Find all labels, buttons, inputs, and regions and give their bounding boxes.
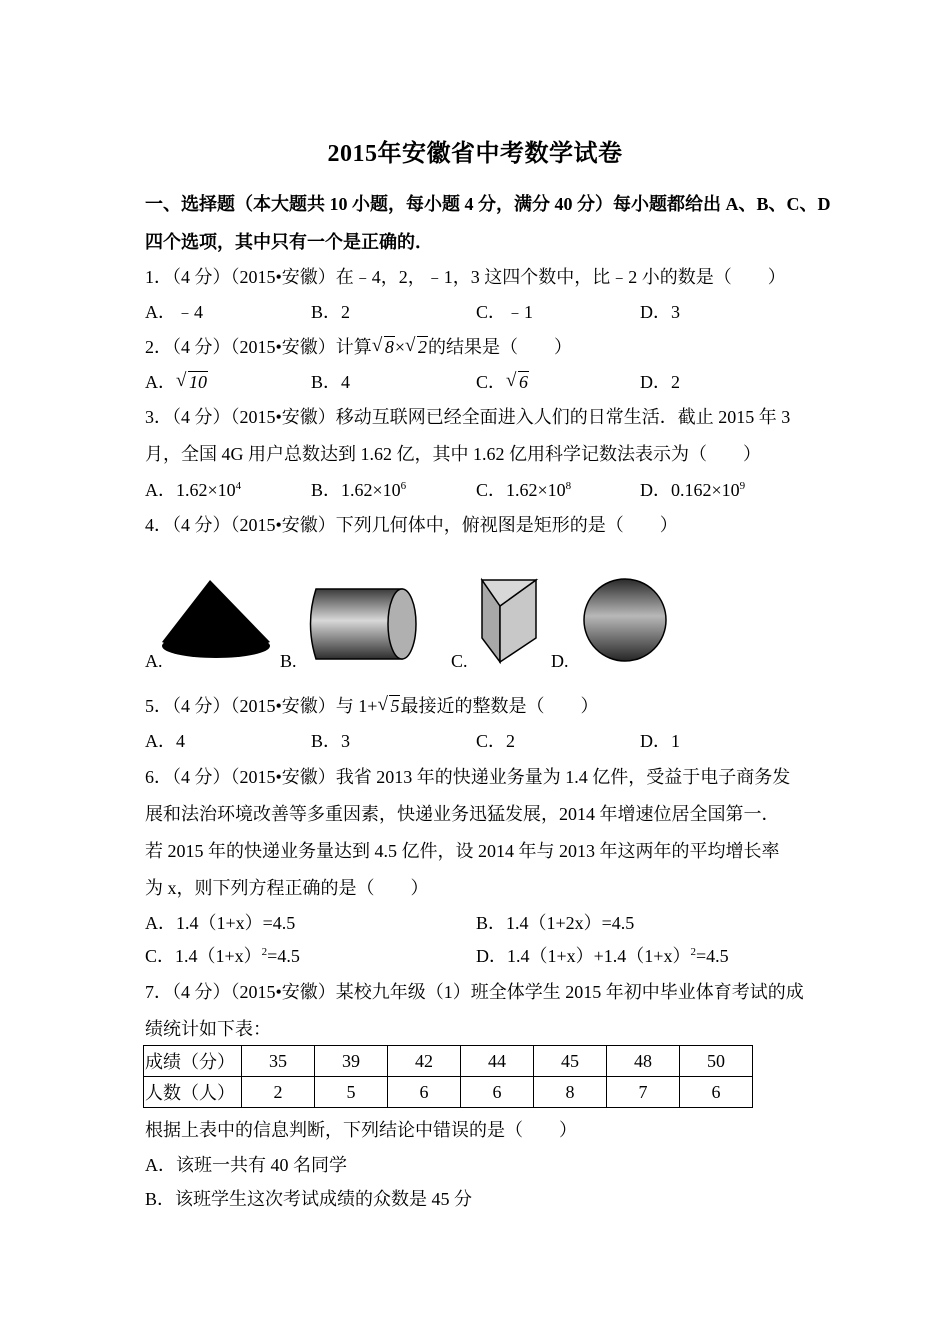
q3-stem-line1: 3．（4 分）（2015•安徽）移动互联网已经全面进入人们的日常生活．截止 2015 年 3 (145, 407, 791, 427)
q2-option-a: A．√ 10 (145, 368, 208, 394)
sqrt-10: √ 10 (177, 372, 208, 393)
table-cell: 45 (534, 1046, 607, 1077)
q4-option-b: B. (280, 651, 297, 671)
sqrt-6: √ 6 (507, 372, 529, 393)
table-cell: 48 (607, 1046, 680, 1077)
table-cell: 2 (242, 1077, 315, 1108)
q2-option-c: C．√ 6 (476, 368, 529, 394)
section-header-line2: 四个选项，其中只有一个是正确的． (145, 232, 433, 252)
sqrt-5: √ 5 (378, 696, 400, 717)
table-cell: 8 (534, 1077, 607, 1108)
q2-stem-pre: 2．（4 分）（2015•安徽）计算 (145, 337, 372, 357)
q4-option-d: D. (551, 651, 569, 671)
q7-option-a: A．该班一共有 40 名同学 (145, 1155, 347, 1175)
sqrt-2: √ 2 (406, 337, 428, 358)
table-cell: 39 (315, 1046, 388, 1077)
sqrt-8: √ 8 (373, 337, 395, 358)
q6-stem-line4: 为 x，则下列方程正确的是（ ） (145, 878, 429, 898)
q3-option-c: C．$1.62\times 10^8$ (476, 480, 572, 500)
q4-stem: 4．（4 分）（2015•安徽）下列几何体中，俯视图是矩形的是（ ） (145, 515, 678, 535)
q5-option-c: C．2 (476, 731, 516, 751)
score-table (143, 1045, 753, 1108)
q6-stem-line3: 若 2015 年的快递业务量达到 4.5 亿件，设 2014 年与 2013 年这两年的平均增长率 (145, 841, 780, 861)
q7-stem-line1: 7．（4 分）（2015•安徽）某校九年级（1）班全体学生 2015 年初中毕业体育考试的成 (145, 982, 804, 1002)
times-sign: × (394, 337, 405, 357)
q6-option-a: A．1.4（1+x）=4.5 (145, 913, 296, 933)
table-cell: 5 (315, 1077, 388, 1108)
table-row-scores (144, 1046, 753, 1077)
q2-option-b: B．4 (311, 372, 351, 392)
cone-icon (160, 576, 272, 666)
q4-option-c: C. (451, 651, 468, 671)
q7-option-b: B．该班学生这次考试成绩的众数是 45 分 (145, 1189, 473, 1209)
q3-option-b: B．$1.62\times 10^6$ (311, 480, 407, 500)
q5-option-d: D．1 (640, 731, 680, 751)
q6-stem-line2: 展和法治环境改善等多重因素，快递业务迅猛发展，2014 年增速位居全国第一． (145, 804, 780, 824)
q7-stem-line2: 绩统计如下表： (145, 1019, 271, 1039)
table-cell: 35 (242, 1046, 315, 1077)
table-cell: 44 (461, 1046, 534, 1077)
q5-stem: 5．（4 分）（2015•安徽）与 1+√ 5最接近的整数是（ ） (145, 692, 598, 718)
q2-option-d: D．2 (640, 372, 680, 392)
q1-option-d: D．3 (640, 302, 680, 322)
triangular-prism-icon (478, 576, 540, 666)
table-row-counts (144, 1077, 753, 1108)
table-cell: 7 (607, 1077, 680, 1108)
q7-after-table: 根据上表中的信息判断，下列结论中错误的是（ ） (145, 1120, 577, 1140)
table-cell: 50 (680, 1046, 753, 1077)
page-title: 2015年安徽省中考数学试卷 (327, 141, 623, 167)
q3-option-d: D．$0.162\times 10^9$ (640, 480, 746, 500)
q6-option-c: C．$1.4(1+x)^2=4.5$ (145, 946, 300, 966)
q5-option-b: B．3 (311, 731, 351, 751)
q6-option-d: D．$1.4(1+x)+1.4(1+x)^2=4.5$ (476, 946, 729, 966)
q1-option-c: C．﹣1 (476, 302, 534, 322)
q1-stem: 1．（4 分）（2015•安徽）在﹣4，2，﹣1，3 这四个数中，比﹣2 小的数是（ ） (145, 267, 786, 287)
table-cell: 6 (461, 1077, 534, 1108)
sphere-icon (581, 576, 669, 664)
q1-option-a: A．﹣4 (145, 302, 203, 322)
cylinder-icon (302, 586, 420, 664)
table-cell: 6 (680, 1077, 753, 1108)
q1-option-b: B．2 (311, 302, 351, 322)
table-header-scores: 成绩（分） (144, 1046, 242, 1077)
q4-option-a: A. (145, 651, 163, 671)
q3-option-a: A．$1.62\times 10^4$ (145, 480, 242, 500)
q2-stem-post: 的结果是（ ） (427, 337, 572, 357)
table-cell: 6 (388, 1077, 461, 1108)
q6-option-b: B．1.4（1+2x）=4.5 (476, 913, 635, 933)
section-header-line1: 一、选择题（本大题共 10 小题，每小题 4 分，满分 40 分）每小题都给出 A、B、C、D (145, 194, 831, 214)
q5-option-a: A．4 (145, 731, 185, 751)
q6-stem-line1: 6．（4 分）（2015•安徽）我省 2013 年的快递业务量为 1.4 亿件，受益于电子商务发 (145, 767, 791, 787)
q3-stem-line2: 月，全国 4G 用户总数达到 1.62 亿，其中 1.62 亿用科学记数法表示为（ ） (145, 444, 761, 464)
table-header-counts: 人数（人） (144, 1077, 242, 1108)
table-cell: 42 (388, 1046, 461, 1077)
q2-stem (145, 333, 572, 359)
